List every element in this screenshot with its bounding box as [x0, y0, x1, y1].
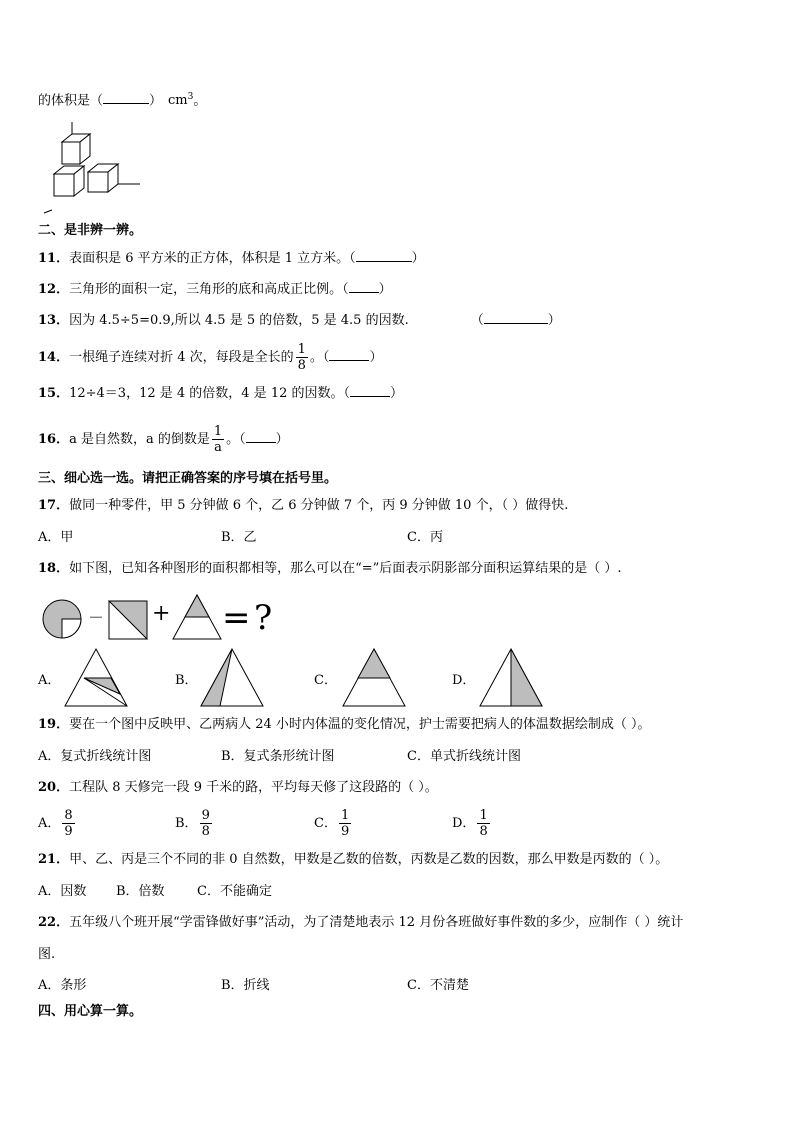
option-b[interactable]: B．复式条形统计图: [221, 749, 335, 764]
option-b[interactable]: B．倍数: [116, 884, 165, 899]
option-c[interactable]: C． $\frac{1}{9}$: [314, 808, 350, 839]
answer-blank[interactable]: [349, 280, 379, 293]
question-14: 14．一根绳子连续对折 4 次，每段是全长的 $\frac{1}{8}$ 。（ ）: [38, 342, 383, 373]
answer-blank[interactable]: [356, 249, 412, 262]
question-22: 22．五年级八个班开展“学雷锋做好事”活动，为了清楚地表示 12 月份各班做好事件数的多少，应制作（ ）统计: [38, 915, 684, 930]
fraction: $\frac{1}{8}$: [297, 342, 306, 373]
equals-sign: =: [222, 598, 251, 638]
fraction: $\frac{1}{9}$: [340, 808, 350, 839]
option-b[interactable]: B．乙: [221, 530, 257, 545]
question-13: 13．因为 4.5÷5=0.9,所以 4.5 是 5 的倍数，5 是 4.5 的因数. （ ）: [38, 313, 561, 328]
option-c[interactable]: C．单式折线统计图: [407, 749, 521, 764]
plus-sign: +: [152, 601, 171, 626]
question-22-continued: 图.: [38, 947, 56, 962]
question-16: 16．a 是自然数，a 的倒数是 $\frac{1}{a}$ 。（ ）: [38, 424, 289, 455]
question-15: 15．12÷4＝3，12 是 4 的倍数，4 是 12 的因数。（ ）: [38, 386, 404, 401]
option-c[interactable]: C．不能确定: [197, 884, 272, 899]
question-mark: ?: [254, 598, 273, 638]
question-17: 17．做同一种零件，甲 5 分钟做 6 个，乙 6 分钟做 7 个，丙 9 分钟做 10 个，（ ）做得快.: [38, 498, 569, 513]
answer-blank[interactable]: [246, 430, 276, 443]
option-b[interactable]: B．折线: [221, 978, 270, 993]
section-2-title: 二、是非辨一辨。: [38, 223, 143, 238]
question-11: 11．表面积是 6 平方米的正方体，体积是 1 立方米。（ ）: [38, 251, 425, 266]
option-c[interactable]: C．不清楚: [407, 978, 469, 993]
fraction: $\frac{1}{8}$: [479, 808, 488, 839]
section-3-title: 三、细心选一选。请把正确答案的序号填在括号里。: [38, 471, 338, 486]
minus-sign: －: [88, 608, 105, 627]
option-a[interactable]: A．: [38, 673, 61, 688]
fraction: $\frac{8}{9}$: [64, 808, 73, 839]
fraction: $\frac{9}{8}$: [201, 808, 210, 839]
q18-option-d-figure[interactable]: [479, 648, 543, 708]
option-d[interactable]: D． $\frac{1}{8}$: [452, 808, 488, 839]
question-21: 21．甲、乙、丙是三个不同的非 0 自然数，甲数是乙数的倍数，丙数是乙数的因数，那么甲数是丙数的（ ）。: [38, 852, 669, 867]
question-20: 20．工程队 8 天修完一段 9 千米的路，平均每天修了这段路的（ ）。: [38, 780, 438, 795]
q18-option-b-figure[interactable]: [200, 648, 264, 708]
option-b[interactable]: B． $\frac{9}{8}$: [175, 808, 210, 839]
option-a[interactable]: A．条形: [38, 978, 87, 993]
q18-shape-square: [108, 600, 148, 640]
q18-shape-triangle: [172, 594, 222, 640]
option-a[interactable]: A．因数: [38, 884, 87, 899]
answer-blank[interactable]: [329, 348, 369, 361]
q18-option-c-figure[interactable]: [342, 648, 406, 708]
option-a[interactable]: A．甲: [38, 530, 74, 545]
option-d[interactable]: D．: [452, 673, 476, 688]
answer-blank[interactable]: [350, 384, 390, 397]
q18-shape-circle: [42, 599, 82, 639]
answer-blank[interactable]: [103, 91, 149, 104]
answer-blank[interactable]: [484, 311, 548, 324]
question-18: 18．如下图，已知各种图形的面积都相等，那么可以在“=”后面表示阴影部分面积运算结果的是（ ）.: [38, 561, 622, 576]
option-c[interactable]: C．: [314, 673, 337, 688]
cube-figure: [44, 118, 146, 213]
question-12: 12．三角形的面积一定，三角形的底和高成正比例。（ ）: [38, 282, 392, 297]
option-a[interactable]: A． $\frac{8}{9}$: [38, 808, 73, 839]
q10-tail: 的体积是（ ） $cm^3$。: [38, 92, 207, 109]
fraction: $\frac{1}{a}$: [213, 424, 223, 455]
section-4-title: 四、用心算一算。: [38, 1004, 143, 1019]
question-19: 19．要在一个图中反映甲、乙两病人 24 小时内体温的变化情况，护士需要把病人的体温数据绘制成（ ）。: [38, 717, 651, 732]
option-b[interactable]: B．: [175, 673, 198, 688]
q18-option-a-figure[interactable]: [64, 648, 128, 708]
option-c[interactable]: C．丙: [407, 530, 443, 545]
option-a[interactable]: A．复式折线统计图: [38, 749, 152, 764]
